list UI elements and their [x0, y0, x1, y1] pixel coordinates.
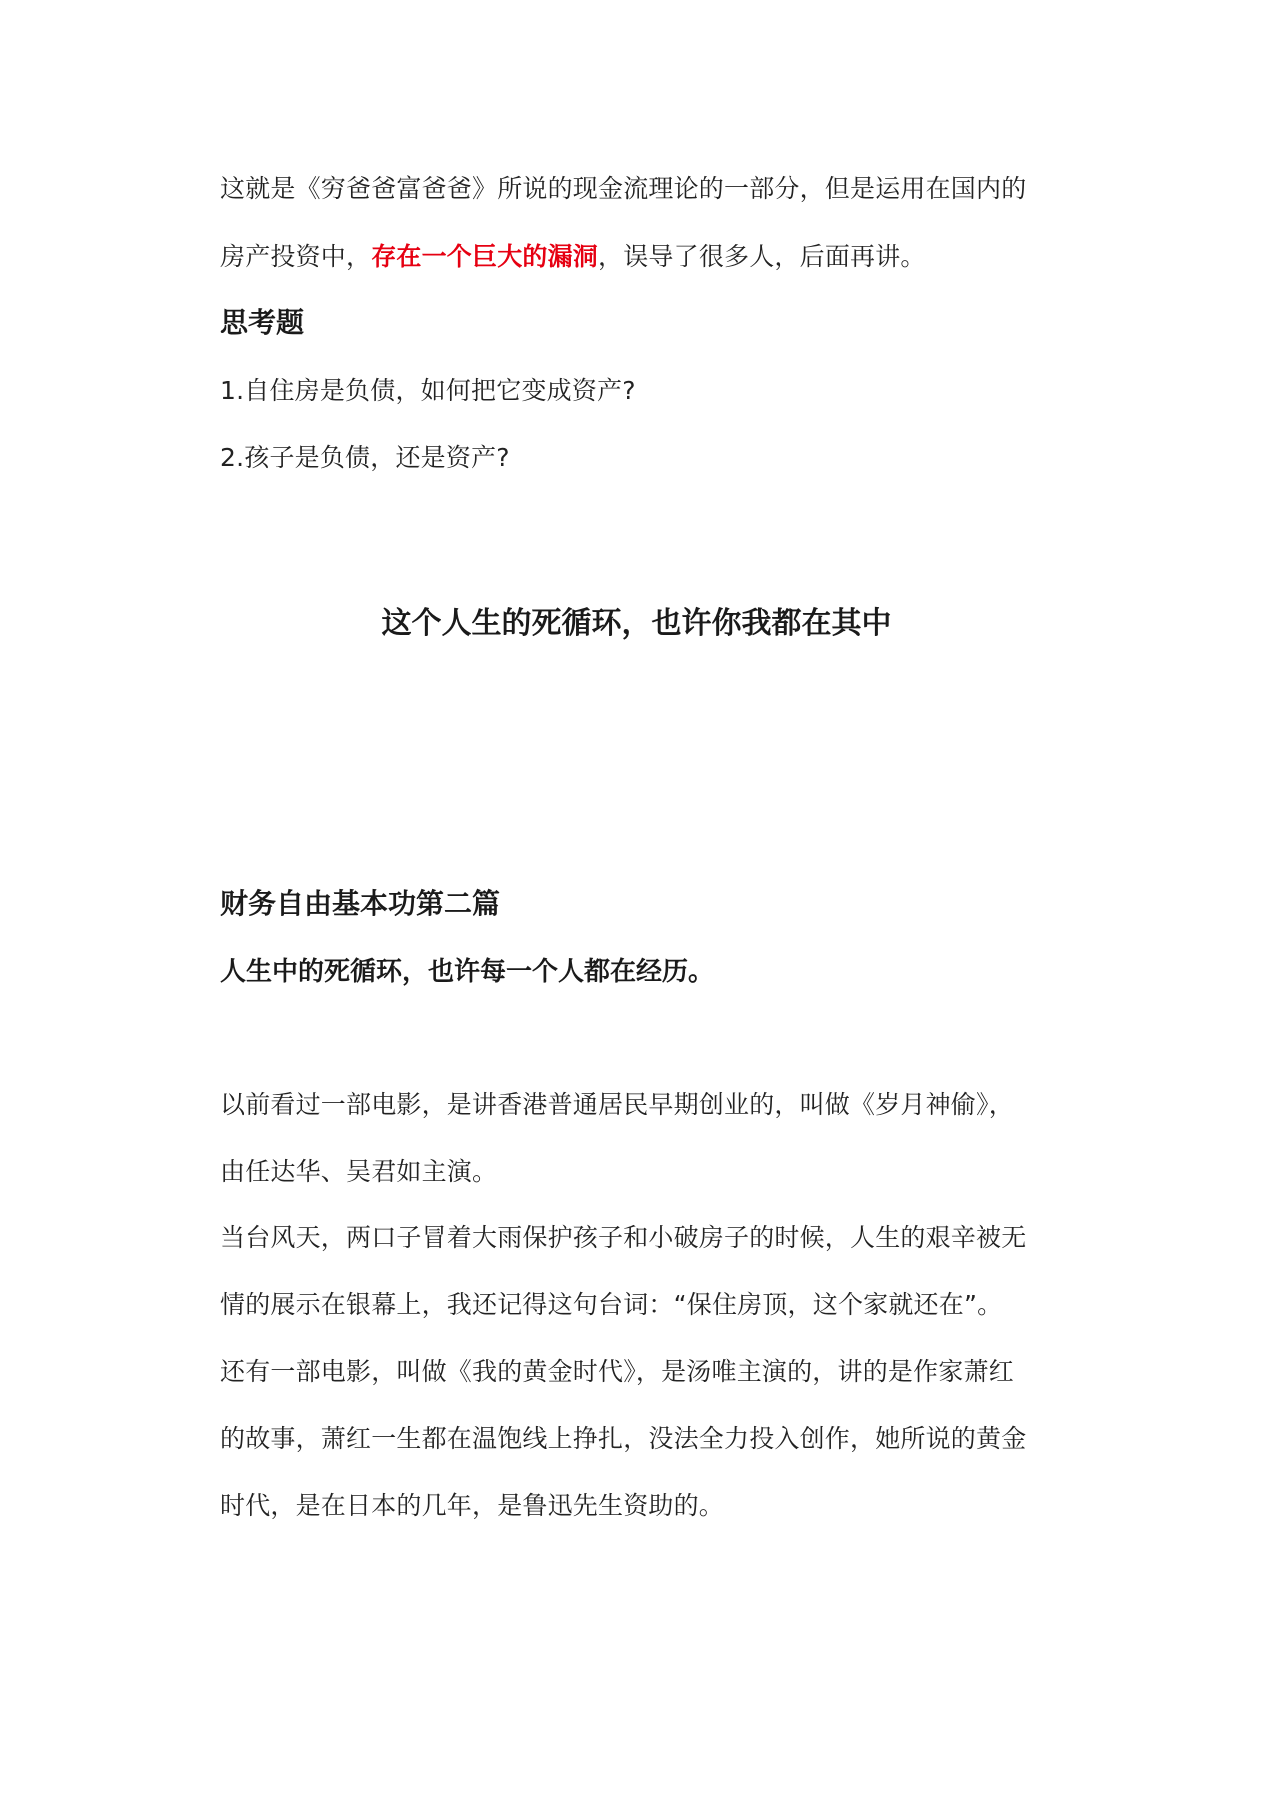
article-line-3: 当台风天，两口子冒着大雨保护孩子和小破房子的时候，人生的艰辛被无 — [220, 1223, 1027, 1252]
intro-paragraph-line-1: 这就是《穷爸爸富爸爸》所说的现金流理论的一部分，但是运用在国内的 — [220, 174, 1027, 203]
question-item-1: 1.自住房是负债，如何把它变成资产? — [220, 376, 636, 405]
intro-paragraph-line-2 — [220, 240, 1070, 274]
article-line-6: 的故事，萧红一生都在温饱线上挣扎，没法全力投入创作，她所说的黄金 — [220, 1424, 1027, 1453]
highlighted-phrase: 存在一个巨大的漏洞 — [371, 242, 599, 271]
article-line-1: 以前看过一部电影，是讲香港普通居民早期创业的，叫做《岁月神偷》， — [220, 1090, 1014, 1119]
article-line-5: 还有一部电影，叫做《我的黄金时代》，是汤唯主演的，讲的是作家萧红 — [220, 1357, 1014, 1386]
article-line-7: 时代，是在日本的几年，是鲁迅先生资助的。 — [220, 1491, 725, 1520]
series-title: 财务自由基本功第二篇 — [220, 887, 501, 920]
section-title: 这个人生的死循环，也许你我都在其中 — [381, 606, 892, 641]
intro-line-2-lead: 房产投资中， — [220, 242, 372, 271]
article-subtitle: 人生中的死循环，也许每一个人都在经历。 — [220, 957, 715, 987]
question-item-2: 2.孩子是负债，还是资产? — [220, 443, 510, 472]
article-line-4: 情的展示在银幕上，我还记得这句台词：“保住房顶，这个家就还在”。 — [220, 1290, 1003, 1319]
questions-heading: 思考题 — [220, 306, 305, 339]
article-line-2: 由任达华、吴君如主演。 — [220, 1157, 498, 1186]
intro-line-2-tail: ，误导了很多人，后面再讲。 — [598, 242, 926, 271]
